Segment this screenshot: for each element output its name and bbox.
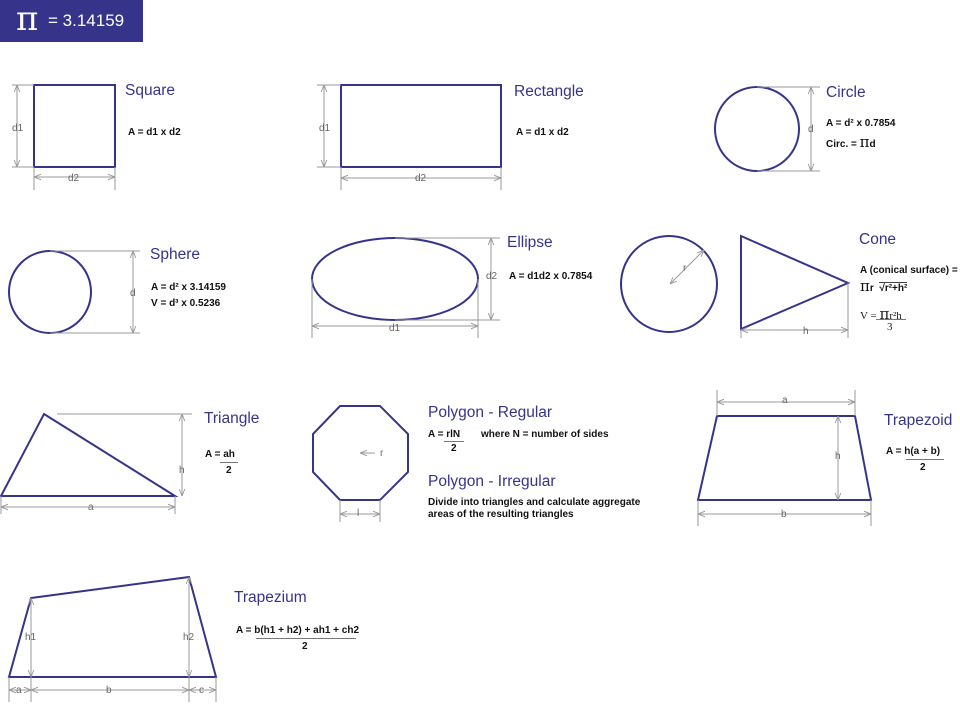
cone-formula-surface-expr xyxy=(860,277,907,295)
ellipse-title: Ellipse xyxy=(507,234,553,251)
triangle-label-a: a xyxy=(88,502,94,513)
square-formula: A = d1 x d2 xyxy=(128,127,181,138)
rectangle-formula: A = d1 x d2 xyxy=(516,127,569,138)
cone-formula-volume xyxy=(860,305,902,323)
triangle-fraction-line xyxy=(220,462,238,463)
trapezoid-title: Trapezoid xyxy=(884,412,953,429)
ellipse-formula: A = d1d2 x 0.7854 xyxy=(509,271,593,282)
trapezoid-formula-num: A = h(a + b) xyxy=(886,446,941,457)
cone-volume-pi: π xyxy=(879,305,890,323)
pi-value: = 3.14159 xyxy=(48,11,125,30)
sphere-formula-area: A = d² x 3.14159 xyxy=(151,282,226,293)
triangle-label-h: h xyxy=(179,465,185,476)
polygon-regular-formula-den: 2 xyxy=(451,443,457,454)
rectangle-label-d2: d2 xyxy=(415,173,427,184)
cone-r-dim xyxy=(670,250,704,284)
circle-label-d: d xyxy=(808,124,814,135)
polygon-regular-note: where N = number of sides xyxy=(481,429,609,440)
cone-surface-pi: π xyxy=(860,277,870,295)
trapezoid-formula-den: 2 xyxy=(920,462,926,473)
polygon-irregular-note-line1: Divide into triangles and calculate aggregate xyxy=(428,497,641,508)
rectangle-title: Rectangle xyxy=(514,83,584,100)
trapezoid-label-h: h xyxy=(835,451,841,462)
polygon-label-r: r xyxy=(380,448,384,459)
pi-banner xyxy=(0,0,143,42)
cone-label-r: r xyxy=(683,263,687,274)
ellipse-label-d2: d2 xyxy=(486,271,498,282)
trapezoid-fraction-line xyxy=(906,459,944,460)
triangle-title: Triangle xyxy=(204,410,260,427)
square-shape xyxy=(34,85,115,167)
trapezium-label-c: c xyxy=(199,685,204,696)
circle-shape xyxy=(715,87,799,171)
cone-volume-num: r²h xyxy=(889,310,902,322)
trapezium-label-a: a xyxy=(16,685,22,696)
trapezoid-shape xyxy=(698,416,871,500)
square-title: Square xyxy=(125,82,175,99)
rectangle-shape xyxy=(341,85,501,167)
trapezoid-label-a: a xyxy=(782,395,788,406)
cone-volume-den: 3 xyxy=(887,321,893,333)
triangle-shape xyxy=(1,414,175,496)
trapezium-fraction-line xyxy=(256,638,356,639)
trapezium-label-b: b xyxy=(106,685,112,696)
polygon-regular-formula-num: A = rlN xyxy=(428,429,461,440)
sphere-shape xyxy=(9,251,91,333)
polygon-irregular-note-line2: areas of the resulting triangles xyxy=(428,509,574,520)
trapezium-formula-den: 2 xyxy=(302,641,308,652)
cone-surface-root: √r²+h² xyxy=(879,283,908,294)
circle-circ-pi: π xyxy=(859,133,870,151)
trapezium-label-h1: h1 xyxy=(25,632,37,643)
rectangle-label-d1: d1 xyxy=(319,123,331,134)
trapezium-formula-num: A = b(h1 + h2) + ah1 + ch2 xyxy=(236,625,360,636)
ellipse-label-d1: d1 xyxy=(389,323,401,334)
circle-circ-suffix: d xyxy=(869,139,876,150)
sphere-title: Sphere xyxy=(150,246,200,263)
triangle-formula-num: A = ah xyxy=(205,449,235,460)
polygon-regular-fraction-line xyxy=(444,441,464,442)
trapezium-title: Trapezium xyxy=(234,589,307,606)
square-label-d1: d1 xyxy=(12,123,24,134)
trapezium-label-h2: h2 xyxy=(183,632,195,643)
circle-circ-prefix: Circ. = xyxy=(826,139,860,150)
cone-formula-surface: A (conical surface) = xyxy=(860,265,958,276)
polygon-label-l: l xyxy=(357,508,360,519)
cone-surface-r: r xyxy=(869,283,874,294)
polygon-regular-title: Polygon - Regular xyxy=(428,404,553,421)
trapezoid-label-b: b xyxy=(781,509,787,520)
trapezium-shape xyxy=(9,577,216,677)
cone-volume-fraction-line xyxy=(876,319,906,320)
circle-title: Circle xyxy=(826,84,866,101)
cone-profile-shape xyxy=(741,236,848,329)
sphere-label-d: d xyxy=(130,288,136,299)
pi-symbol: π xyxy=(16,0,39,39)
triangle-formula-den: 2 xyxy=(226,465,232,476)
polygon-irregular-title: Polygon - Irregular xyxy=(428,473,556,490)
cone-base-shape xyxy=(621,236,717,332)
square-label-d2: d2 xyxy=(68,173,80,184)
sphere-formula-volume: V = d³ x 0.5236 xyxy=(151,298,221,309)
cone-volume-prefix: V = xyxy=(860,310,880,322)
cone-label-h: h xyxy=(803,326,809,337)
circle-formula-area: A = d² x 0.7854 xyxy=(826,118,896,129)
circle-formula-circ xyxy=(826,133,876,151)
cone-title: Cone xyxy=(859,231,897,248)
ellipse-shape xyxy=(312,238,478,320)
